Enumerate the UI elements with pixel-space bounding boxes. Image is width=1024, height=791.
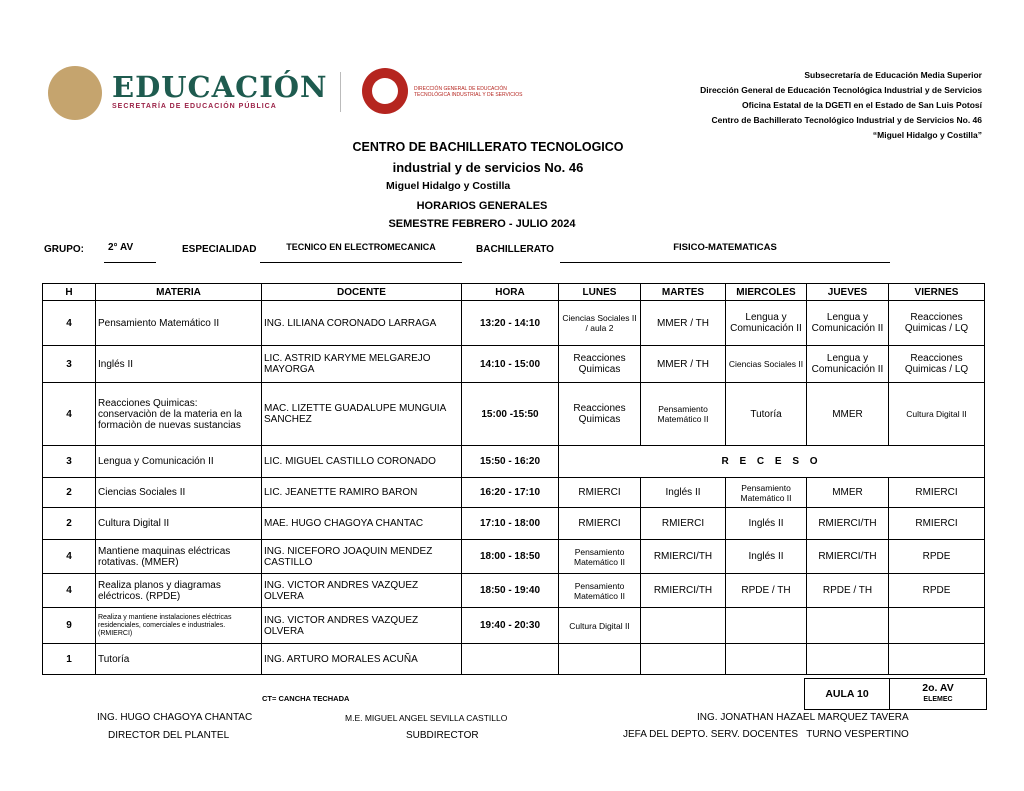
cell-hora: 18:50 - 19:40 [462, 574, 559, 608]
aula-box [804, 678, 987, 710]
cell-docente: ING. LILIANA CORONADO LARRAGA [262, 301, 462, 346]
cell-h: 1 [43, 644, 96, 675]
cell-jueves: MMER [807, 478, 889, 508]
cell-hora: 15:50 - 16:20 [462, 446, 559, 478]
cell-materia: Cultura Digital II [96, 508, 262, 540]
cell-miercoles: Pensamiento Matemático II [726, 478, 807, 508]
cell-materia: Reacciones Quimicas: conservaciòn de la materia en la formaciòn de nuevas sustancias [96, 383, 262, 446]
cell-jueves: RPDE / TH [807, 574, 889, 608]
cell-materia: Lengua y Comunicación II [96, 446, 262, 478]
table-header-row [43, 284, 985, 301]
cell-h: 2 [43, 508, 96, 540]
header-martes: MARTES [641, 284, 726, 301]
cell-docente: ING. VICTOR ANDRES VAZQUEZ OLVERA [262, 608, 462, 644]
cell-jueves [807, 608, 889, 644]
subdirector-name: M.E. MIGUEL ANGEL SEVILLA CASTILLO [345, 713, 508, 723]
table-row [43, 301, 985, 346]
table-row [43, 478, 985, 508]
cell-lunes: Ciencias Sociales II / aula 2 [559, 301, 641, 346]
cell-miercoles: RPDE / TH [726, 574, 807, 608]
cell-martes: RMIERCI/TH [641, 574, 726, 608]
cell-viernes: RMIERCI [889, 508, 985, 540]
director-role: DIRECTOR DEL PLANTEL [108, 730, 230, 741]
cell-docente: LIC. ASTRID KARYME MELGAREJO MAYORGA [262, 346, 462, 383]
cell-jueves: Lengua y Comunicación II [807, 346, 889, 383]
cell-martes: Inglés II [641, 478, 726, 508]
table-row [43, 383, 985, 446]
jefe-depto-name: ING. JONATHAN HAZAEL MARQUEZ TAVERA [697, 712, 909, 723]
institution-line: Subsecretaría de Educación Media Superior [804, 70, 982, 80]
cell-lunes: Reacciones Quimicas [559, 346, 641, 383]
director-name: ING. HUGO CHAGOYA CHANTAC [97, 712, 253, 723]
cell-h: 4 [43, 574, 96, 608]
cell-hora: 17:10 - 18:00 [462, 508, 559, 540]
cell-h: 2 [43, 478, 96, 508]
cell-lunes: Cultura Digital II [559, 608, 641, 644]
cell-h: 4 [43, 383, 96, 446]
aula-cell: AULA 10 [805, 679, 890, 710]
bachillerato-value: FISICO-MATEMATICAS [560, 242, 890, 263]
table-row [43, 608, 985, 644]
institution-line: Oficina Estatal de la DGETI en el Estado de San Luis Potosí [742, 100, 982, 110]
cell-lunes: Pensamiento Matemático II [559, 540, 641, 574]
cell-hora [462, 644, 559, 675]
educacion-logo: EDUCACIÓN [112, 70, 328, 104]
cell-docente: ING. NICEFORO JOAQUIN MENDEZ CASTILLO [262, 540, 462, 574]
cell-lunes: Pensamiento Matemático II [559, 574, 641, 608]
cell-hora: 13:20 - 14:10 [462, 301, 559, 346]
cell-lunes: RMIERCI [559, 508, 641, 540]
cell-hora: 14:10 - 15:00 [462, 346, 559, 383]
cell-hora: 16:20 - 17:10 [462, 478, 559, 508]
cell-jueves: Lengua y Comunicación II [807, 301, 889, 346]
grupo-label: GRUPO: [44, 244, 84, 255]
cell-martes: MMER / TH [641, 346, 726, 383]
cell-jueves: MMER [807, 383, 889, 446]
school-name: Miguel Hidalgo y Costilla [386, 180, 511, 192]
cell-h: 4 [43, 540, 96, 574]
cell-hora: 15:00 -15:50 [462, 383, 559, 446]
cell-viernes: Cultura Digital II [889, 383, 985, 446]
cell-lunes: Reacciones Quimicas [559, 383, 641, 446]
cell-martes [641, 608, 726, 644]
institution-line: “Miguel Hidalgo y Costilla” [872, 130, 982, 140]
table-row [43, 574, 985, 608]
cell-h: 4 [43, 301, 96, 346]
cell-miercoles: Inglés II [726, 540, 807, 574]
schedule-table [42, 283, 985, 675]
header-viernes: VIERNES [889, 284, 985, 301]
bachillerato-label: BACHILLERATO [476, 244, 554, 255]
header-jueves: JUEVES [807, 284, 889, 301]
header-materia: MATERIA [96, 284, 262, 301]
group-sub: ELEMEC [923, 696, 953, 703]
cell-miercoles [726, 608, 807, 644]
cell-viernes [889, 644, 985, 675]
cell-materia: Mantiene maquinas eléctricas rotativas. (MMER) [96, 540, 262, 574]
cell-docente: MAC. LIZETTE GUADALUPE MUNGUIA SANCHEZ [262, 383, 462, 446]
cell-materia: Tutoría [96, 644, 262, 675]
cell-hora: 18:00 - 18:50 [462, 540, 559, 574]
cell-miercoles: Tutoría [726, 383, 807, 446]
especialidad-label: ESPECIALIDAD [182, 244, 257, 255]
logo-divider [340, 72, 341, 112]
cell-viernes: Reacciones Quimicas / LQ [889, 301, 985, 346]
table-row [43, 644, 985, 675]
table-row [43, 508, 985, 540]
group-code: 2o. AV [922, 682, 954, 694]
semester-title: SEMESTRE FEBRERO - JULIO 2024 [388, 218, 576, 230]
cell-viernes: RMIERCI [889, 478, 985, 508]
cell-materia: Inglés II [96, 346, 262, 383]
cell-viernes: Reacciones Quimicas / LQ [889, 346, 985, 383]
cell-docente: ING. VICTOR ANDRES VAZQUEZ OLVERA [262, 574, 462, 608]
cell-miercoles: Ciencias Sociales II [726, 346, 807, 383]
cell-martes: Pensamiento Matemático II [641, 383, 726, 446]
cell-docente: ING. ARTURO MORALES ACUÑA [262, 644, 462, 675]
table-row [43, 446, 985, 478]
cell-hora: 19:40 - 20:30 [462, 608, 559, 644]
cell-h: 9 [43, 608, 96, 644]
group-code-cell [890, 679, 987, 710]
cell-materia: Realiza y mantiene instalaciones eléctricas residenciales, comerciales e industriales. (RMIERCI) [96, 608, 262, 644]
cell-miercoles: Lengua y Comunicación II [726, 301, 807, 346]
cell-viernes [889, 608, 985, 644]
cell-viernes: RPDE [889, 574, 985, 608]
table-row [43, 346, 985, 383]
cell-materia: Realiza planos y diagramas eléctricos. (RPDE) [96, 574, 262, 608]
header-miercoles: MIERCOLES [726, 284, 807, 301]
cell-materia: Pensamiento Matemático II [96, 301, 262, 346]
cell-miercoles: Inglés II [726, 508, 807, 540]
educacion-logo-subtitle: SECRETARÍA DE EDUCACIÓN PÚBLICA [112, 103, 277, 110]
cell-lunes: RMIERCI [559, 478, 641, 508]
cell-docente: MAE. HUGO CHAGOYA CHANTAC [262, 508, 462, 540]
header-docente: DOCENTE [262, 284, 462, 301]
cell-docente: LIC. JEANETTE RAMIRO BARON [262, 478, 462, 508]
cell-martes: MMER / TH [641, 301, 726, 346]
jefe-depto-role: JEFA DEL DEPTO. SERV. DOCENTES TURNO VESPERTINO [623, 729, 909, 740]
mexico-seal-icon [48, 66, 102, 120]
header-h: H [43, 284, 96, 301]
ct-note: CT= CANCHA TECHADA [262, 694, 350, 703]
school-subtitle: industrial y de servicios No. 46 [392, 160, 584, 175]
cell-viernes: RPDE [889, 540, 985, 574]
school-title: CENTRO DE BACHILLERATO TECNOLOGICO [352, 140, 624, 154]
grupo-value: 2° AV [104, 242, 156, 263]
cell-jueves: RMIERCI/TH [807, 540, 889, 574]
header-lunes: LUNES [559, 284, 641, 301]
especialidad-value: TECNICO EN ELECTROMECANICA [260, 242, 462, 263]
recess-cell: R E C E S O [559, 446, 985, 478]
cell-h: 3 [43, 446, 96, 478]
cell-martes: RMIERCI [641, 508, 726, 540]
cell-jueves [807, 644, 889, 675]
cell-martes [641, 644, 726, 675]
institution-line: Dirección General de Educación Tecnológica Industrial y de Servicios [700, 85, 982, 95]
cell-materia: Ciencias Sociales II [96, 478, 262, 508]
institution-line: Centro de Bachillerato Tecnológico Industrial y de Servicios No. 46 [711, 115, 982, 125]
cell-h: 3 [43, 346, 96, 383]
table-row [43, 540, 985, 574]
cell-miercoles [726, 644, 807, 675]
cell-jueves: RMIERCI/TH [807, 508, 889, 540]
dgeti-gear-center [372, 78, 398, 104]
institution-header [700, 68, 982, 143]
cell-martes: RMIERCI/TH [641, 540, 726, 574]
dgeti-logo-text: DIRECCIÓN GENERAL DE EDUCACIÓN TECNOLÓGICA INDUSTRIAL Y DE SERVICIOS [414, 86, 523, 98]
header-hora: HORA [462, 284, 559, 301]
subdirector-role: SUBDIRECTOR [406, 730, 479, 741]
schedule-title: HORARIOS GENERALES [416, 200, 548, 212]
cell-docente: LIC. MIGUEL CASTILLO CORONADO [262, 446, 462, 478]
cell-lunes [559, 644, 641, 675]
